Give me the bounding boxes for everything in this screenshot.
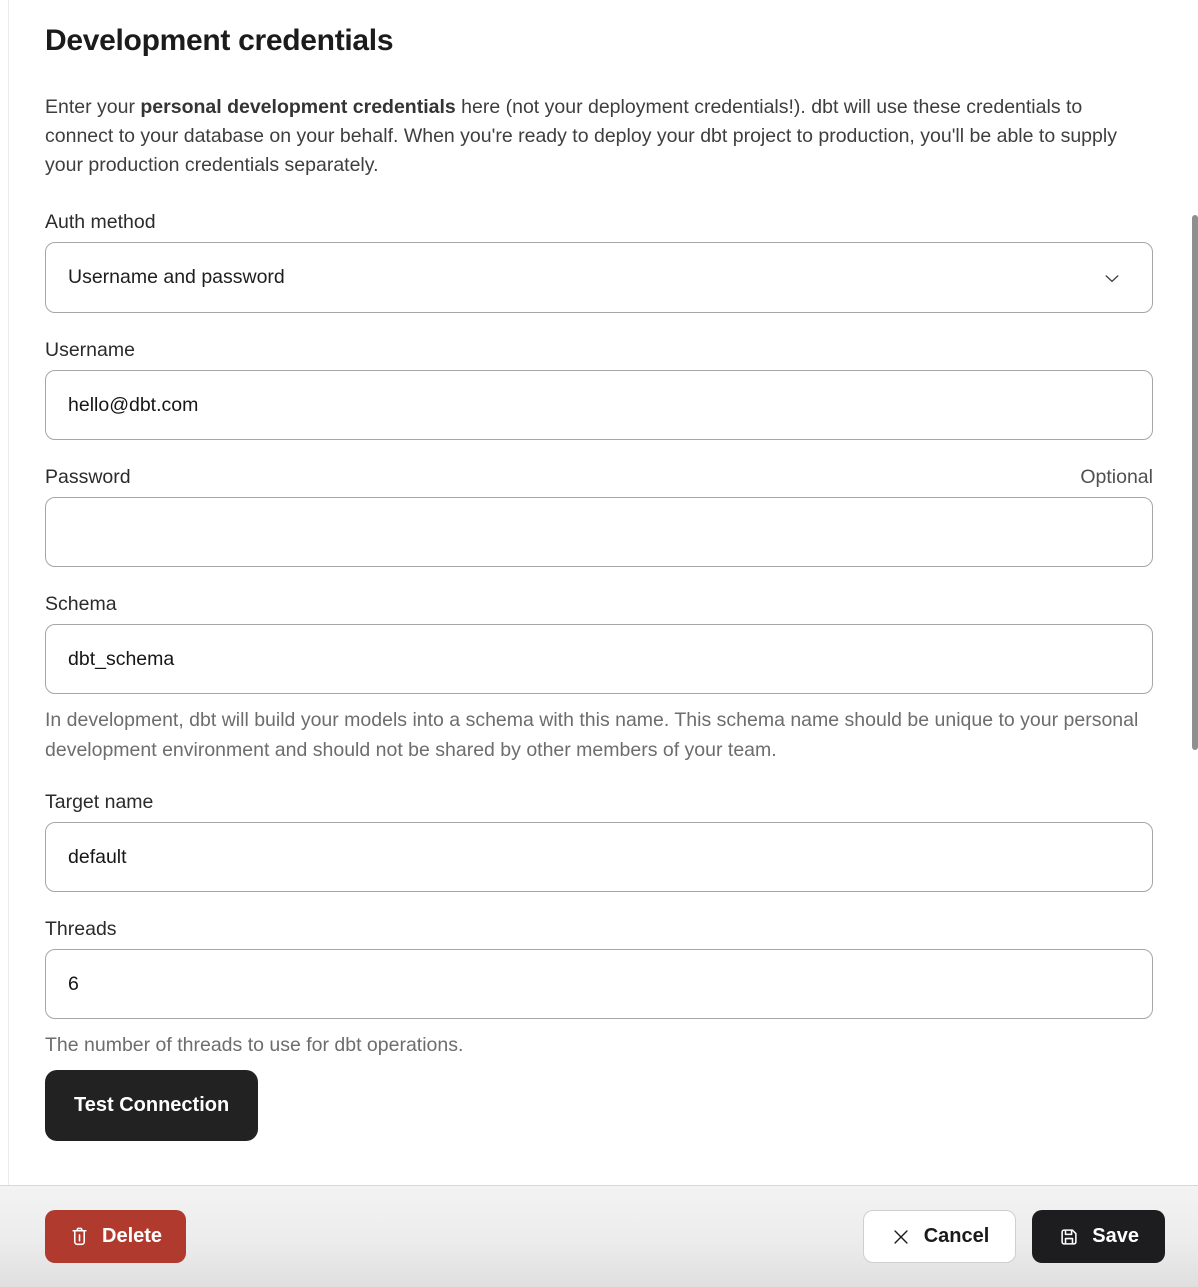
test-connection-label: Test Connection	[74, 1093, 230, 1116]
save-button[interactable]	[1032, 1210, 1165, 1263]
username-input[interactable]	[45, 370, 1153, 440]
schema-label: Schema	[45, 593, 117, 615]
threads-group	[45, 918, 1153, 1061]
footer-action-bar	[0, 1185, 1198, 1287]
target-name-label: Target name	[45, 791, 154, 813]
floppy-disk-icon	[1058, 1226, 1080, 1248]
intro-paragraph	[45, 93, 1153, 180]
vertical-scrollbar-thumb[interactable]	[1192, 215, 1198, 750]
username-group	[45, 339, 1153, 440]
cancel-button[interactable]	[863, 1210, 1017, 1263]
auth-method-select[interactable]	[45, 242, 1153, 313]
intro-bold: personal development credentials	[140, 96, 456, 118]
username-label: Username	[45, 339, 135, 361]
panel-left-edge	[8, 0, 9, 1185]
save-label: Save	[1092, 1225, 1139, 1247]
test-connection-button[interactable]	[45, 1070, 258, 1141]
password-optional-badge: Optional	[1080, 466, 1153, 488]
delete-label: Delete	[102, 1225, 163, 1247]
page-title: Development credentials	[45, 24, 394, 57]
password-label: Password	[45, 466, 131, 488]
auth-method-selected-value: Username and password	[68, 266, 285, 288]
threads-input[interactable]	[45, 949, 1153, 1019]
password-input[interactable]	[45, 497, 1153, 567]
password-group	[45, 466, 1153, 567]
delete-button[interactable]	[45, 1210, 186, 1263]
schema-group	[45, 593, 1153, 765]
cancel-label: Cancel	[923, 1225, 990, 1247]
schema-help-text: In development, dbt will build your models into a schema with this name. This schema name should be unique to your personal development environment and should not be shared by other members of your team.	[45, 709, 1139, 761]
threads-label: Threads	[45, 918, 117, 940]
target-name-group	[45, 791, 1153, 892]
intro-post: here (not your deployment credentials!). dbt will use these credentials to connect to your database on your behalf. When you're ready to deploy your dbt project to production, you'll be able to supply your production credentials separately.	[45, 96, 1117, 176]
auth-method-group	[45, 211, 1153, 313]
close-icon	[890, 1226, 912, 1248]
threads-help-text: The number of threads to use for dbt operations.	[45, 1034, 464, 1056]
trash-icon	[69, 1226, 90, 1247]
auth-method-label: Auth method	[45, 211, 156, 233]
schema-input[interactable]	[45, 624, 1153, 694]
target-name-input[interactable]	[45, 822, 1153, 892]
intro-pre: Enter your	[45, 96, 141, 118]
chevron-down-icon	[1102, 268, 1122, 288]
